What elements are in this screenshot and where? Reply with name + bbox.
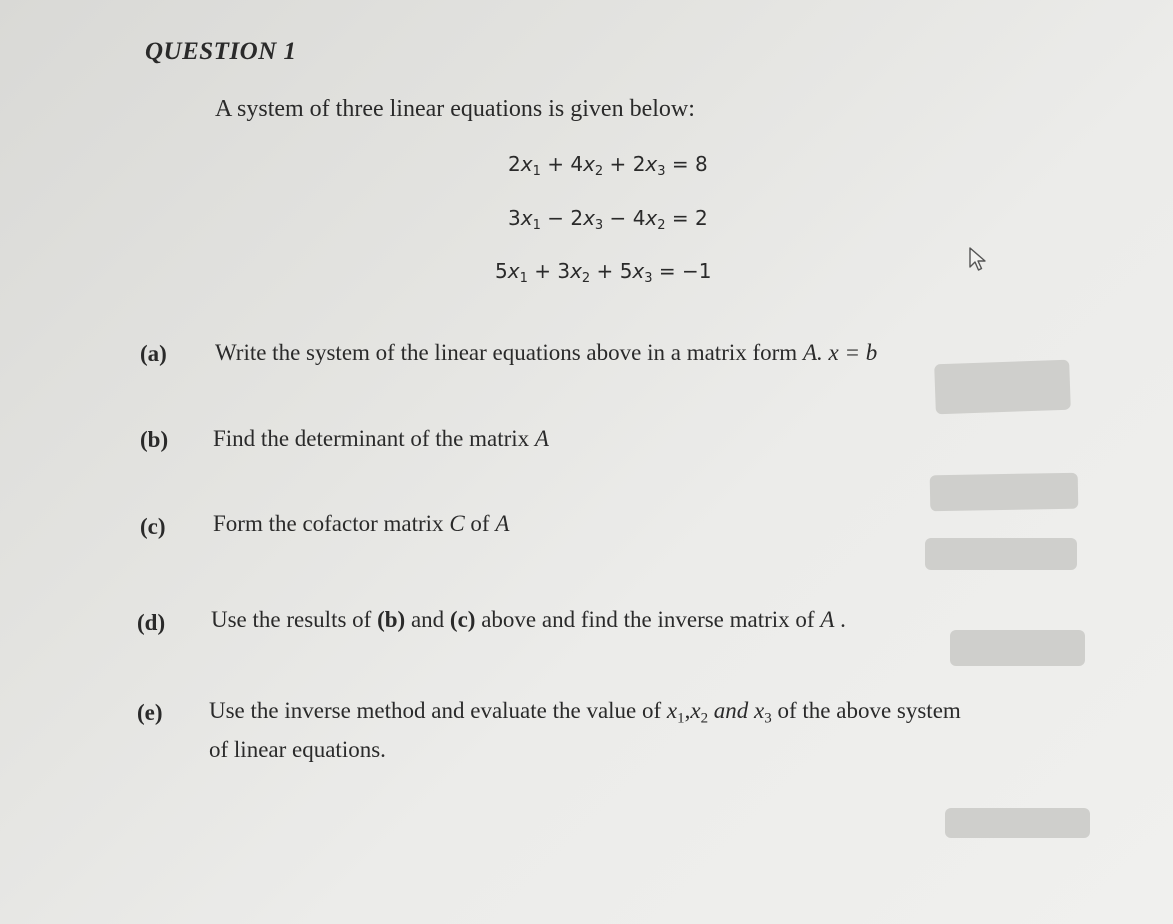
part-c-text: Form the cofactor matrix C of A — [213, 511, 510, 536]
equation-3: $5x_1 + 3x_2 + 5x_3 = -1$ — [495, 259, 712, 286]
part-c-label: (c) — [140, 514, 166, 539]
redaction-block — [934, 360, 1071, 415]
equation-1: $2x_1 + 4x_2 + 2x_3 = 8$ — [508, 152, 708, 179]
part-d-label: (d) — [137, 610, 166, 635]
question-intro: A system of three linear equations is given below: — [215, 96, 695, 122]
part-e-text: Use the inverse method and evaluate the value of $x_1,x_2$ and $x_3$ of the above system of linear equations. — [209, 698, 961, 763]
question-title: QUESTION 1 — [145, 38, 297, 65]
part-a-label: (a) — [140, 341, 167, 366]
part-d-text: Use the results of (b) and (c) above and find the inverse matrix of A . — [211, 607, 846, 632]
part-b-label: (b) — [140, 427, 169, 452]
redaction-block — [950, 630, 1085, 666]
redaction-block — [945, 808, 1090, 838]
redaction-block — [930, 473, 1079, 512]
part-a-text: Write the system of the linear equations above in a matrix form A. x = b — [215, 340, 878, 365]
mouse-cursor-icon — [968, 247, 988, 273]
part-e-label: (e) — [137, 700, 163, 725]
redaction-block — [925, 538, 1077, 570]
part-b-text: Find the determinant of the matrix A — [213, 426, 549, 451]
equation-2: $3x_1 - 2x_3 - 4x_2 = 2$ — [508, 206, 708, 233]
